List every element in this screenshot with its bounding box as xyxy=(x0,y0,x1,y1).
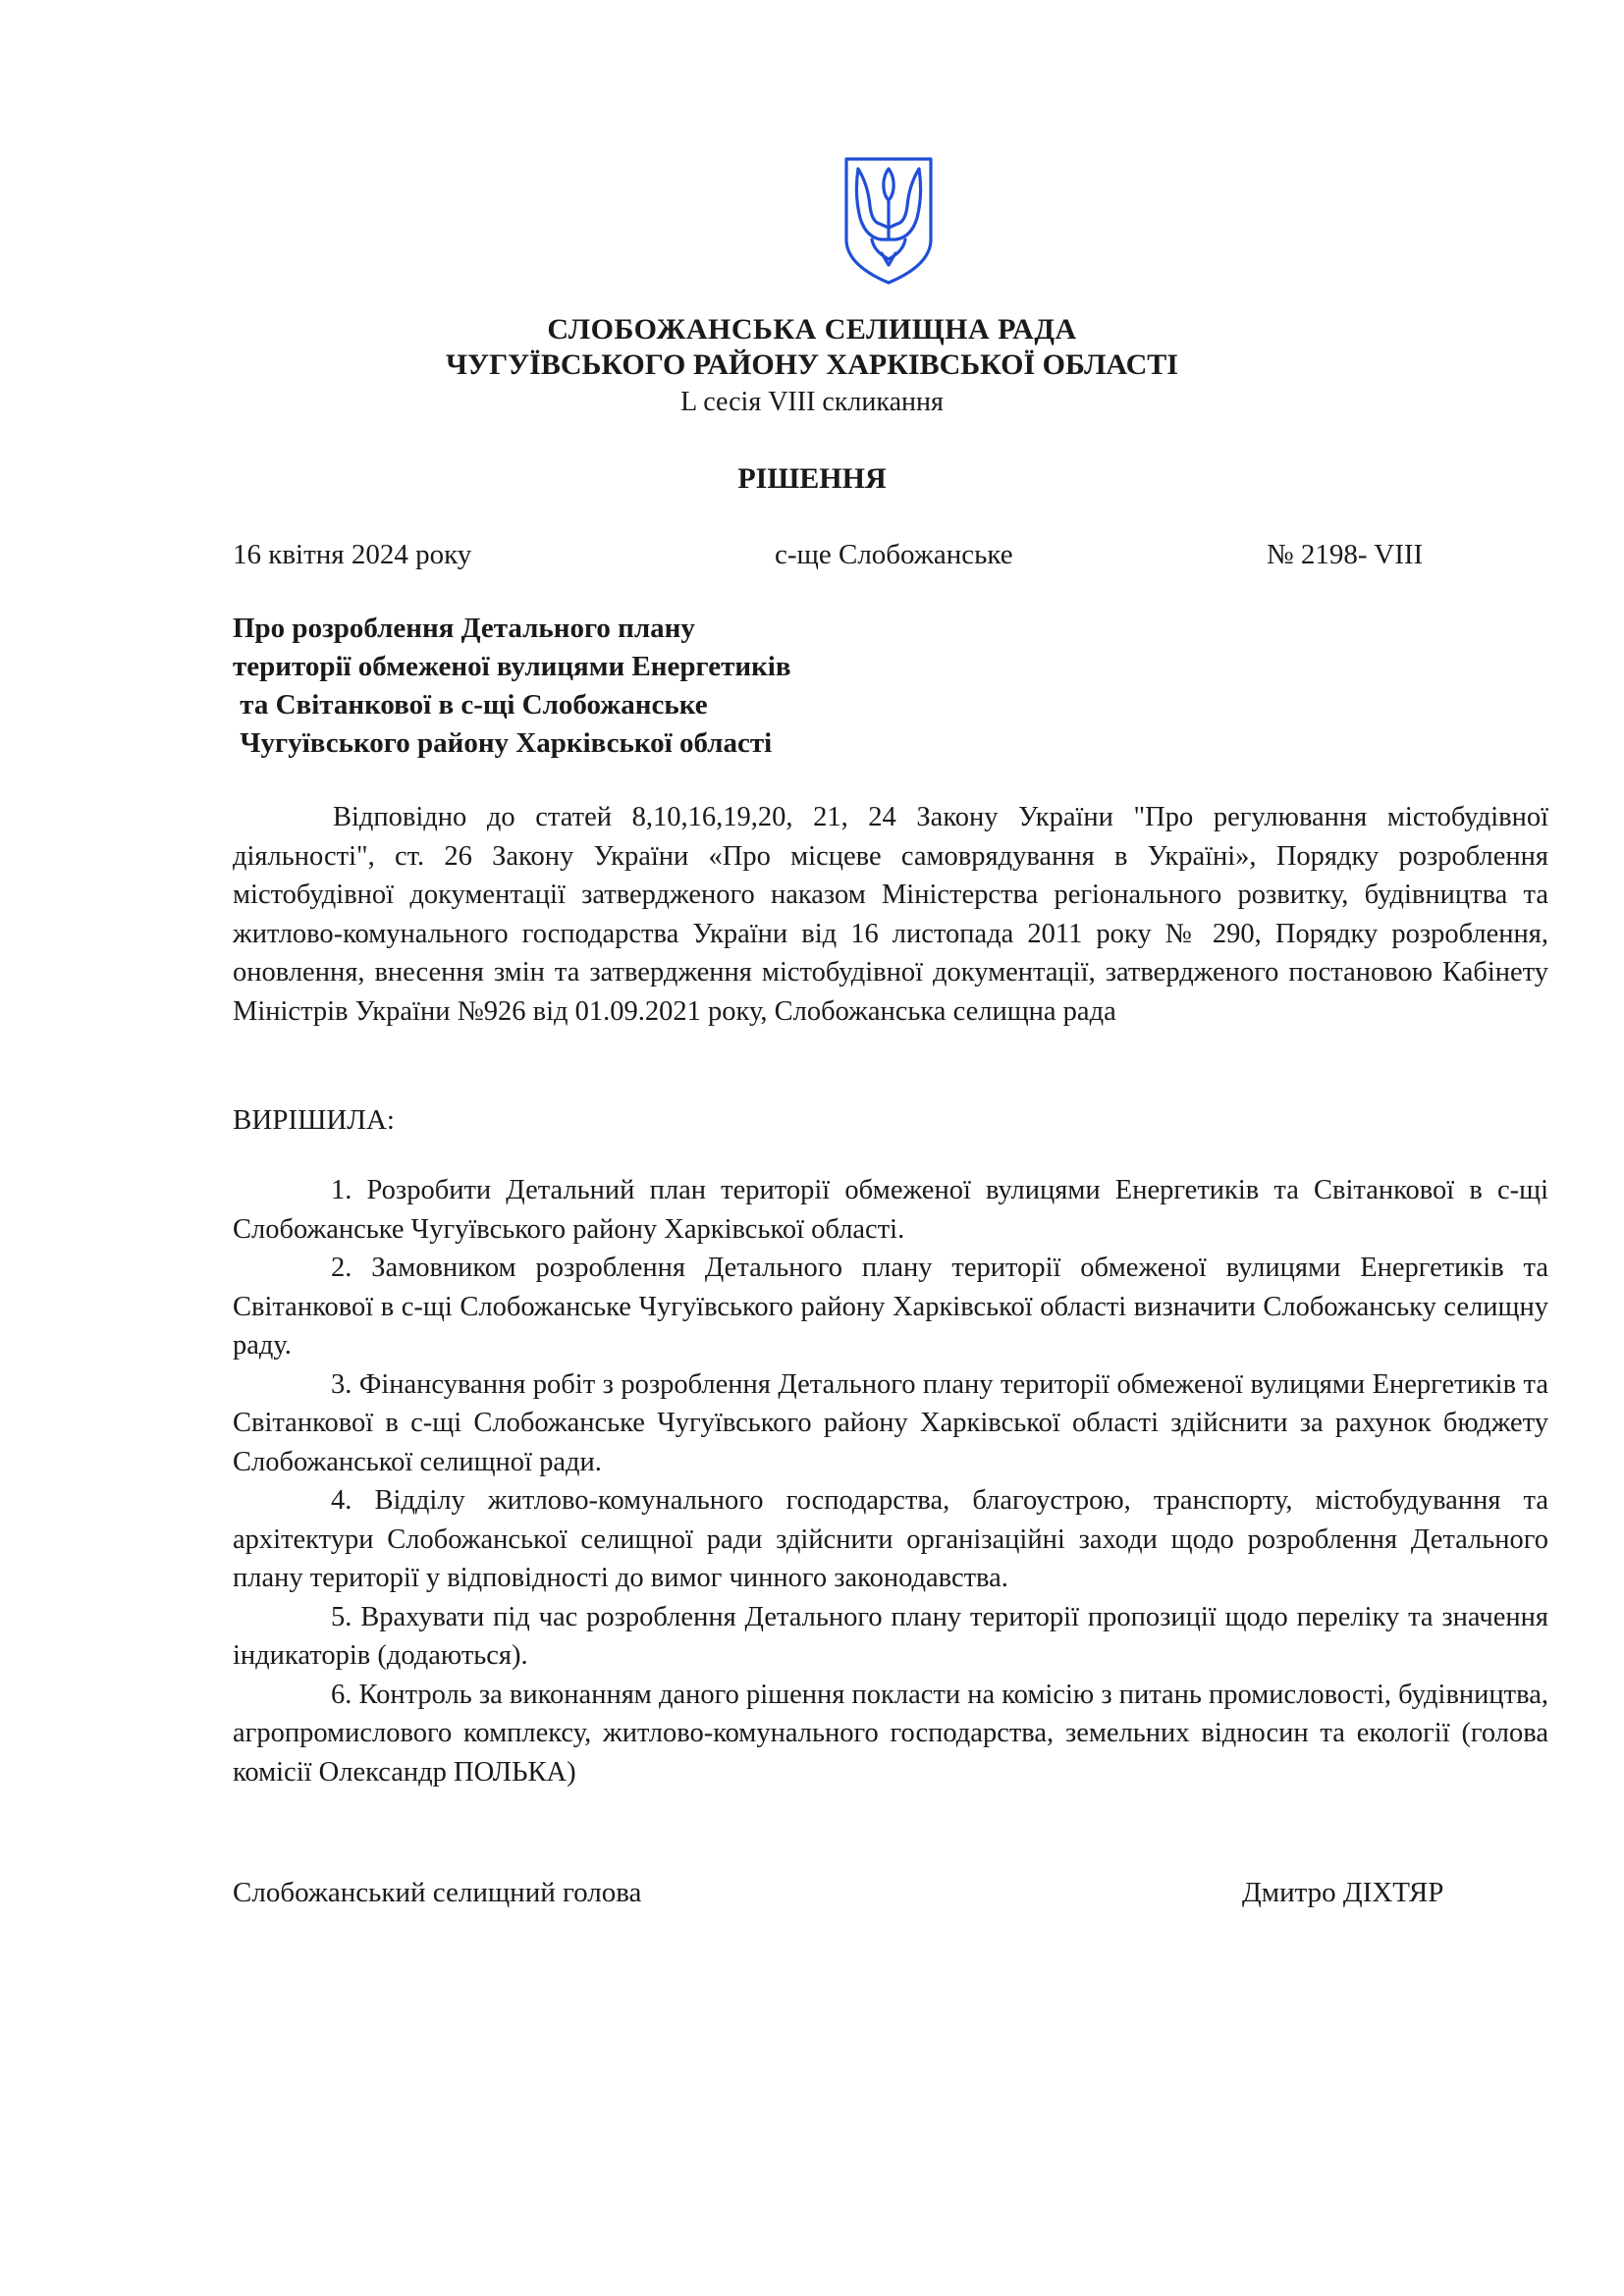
session-label: L сесія VIII скликання xyxy=(680,387,944,417)
subject-line: території обмеженої вулицями Енергетиків xyxy=(233,651,791,682)
decision-item: 1. Розробити Детальний план території обмеженої вулицями Енергетиків та Світанкової в с-щі Слобожанське Чугуївського району Харківської області. xyxy=(233,1175,1548,1245)
decision-date: 16 квітня 2024 року xyxy=(233,539,472,570)
decision-item: 4. Відділу житлово-комунального господарства, благоустрою, транспорту, містобудування та архітектури Слобожанської селищної ради здійснити організаційні заходи щодо розроблення Детального плану території у відповідності до вимог чинного законодавства. xyxy=(233,1485,1548,1593)
signatory-title: Слобожанський селищний голова xyxy=(233,1877,642,1908)
subject-line: Чугуївського району Харківської області xyxy=(233,727,773,759)
resolved-heading: ВИРІШИЛА: xyxy=(233,1104,395,1136)
decision-items-list xyxy=(233,1171,1548,1791)
signatory-name: Дмитро ДІХТЯР xyxy=(1242,1877,1444,1908)
decision-title: РІШЕННЯ xyxy=(737,462,887,495)
decision-item: 3. Фінансування робіт з розроблення Детального плану території обмеженої вулицями Енергетиків та Світанкової в с-щі Слобожанське Чугуївського району Харківської області здійснити за рахунок бюджету Слобожанської селищної ради. xyxy=(233,1368,1548,1477)
decision-item: 5. Врахувати під час розроблення Детального плану території пропозиції щодо переліку та значення індикаторів (додаються). xyxy=(233,1601,1548,1671)
district-region: ЧУГУЇВСЬКОГО РАЙОНУ ХАРКІВСЬКОЇ ОБЛАСТІ xyxy=(446,348,1178,381)
decision-subject xyxy=(233,610,791,763)
decision-item: 6. Контроль за виконанням даного рішення покласти на комісію з питань промисловості, будівництва, агропромислового комплексу, житлово-комунального господарства, земельних відносин та екології (голова комісії Олександр ПОЛЬКА) xyxy=(233,1679,1548,1788)
decision-place: с-ще Слобожанське xyxy=(775,539,1013,570)
subject-line: та Світанкової в с-щі Слобожанське xyxy=(233,689,708,721)
decision-number: № 2198- VIII xyxy=(1267,539,1424,570)
subject-line: Про розроблення Детального плану xyxy=(233,613,695,644)
council-name: СЛОБОЖАНСЬКА СЕЛИЩНА РАДА xyxy=(547,313,1077,346)
decision-item: 2. Замовником розроблення Детального плану території обмеженої вулицями Енергетиків та Світанкової в с-щі Слобожанське Чугуївського району Харківської області визначити Слобожанську селищну раду. xyxy=(233,1253,1548,1361)
trident-coat-of-arms-icon xyxy=(842,155,935,287)
preamble-paragraph: Відповідно до статей 8,10,16,19,20, 21, 24 Закону України "Про регулювання містобудівної діяльності", ст. 26 Закону України «Про місцеве самоврядування в Україні», Порядку розроблення містобудівної документації затвердженого наказом Міністерства регіонального розвитку, будівництва та житлово-комунального господарства України від 16 листопада 2011 року № 290, Порядку розроблення, оновлення, внесення змін та затвердження містобудівної документації, затвердженого постановою Кабінету Міністрів України №926 від 01.09.2021 року, Слобожанська селищна рада xyxy=(233,802,1548,1027)
